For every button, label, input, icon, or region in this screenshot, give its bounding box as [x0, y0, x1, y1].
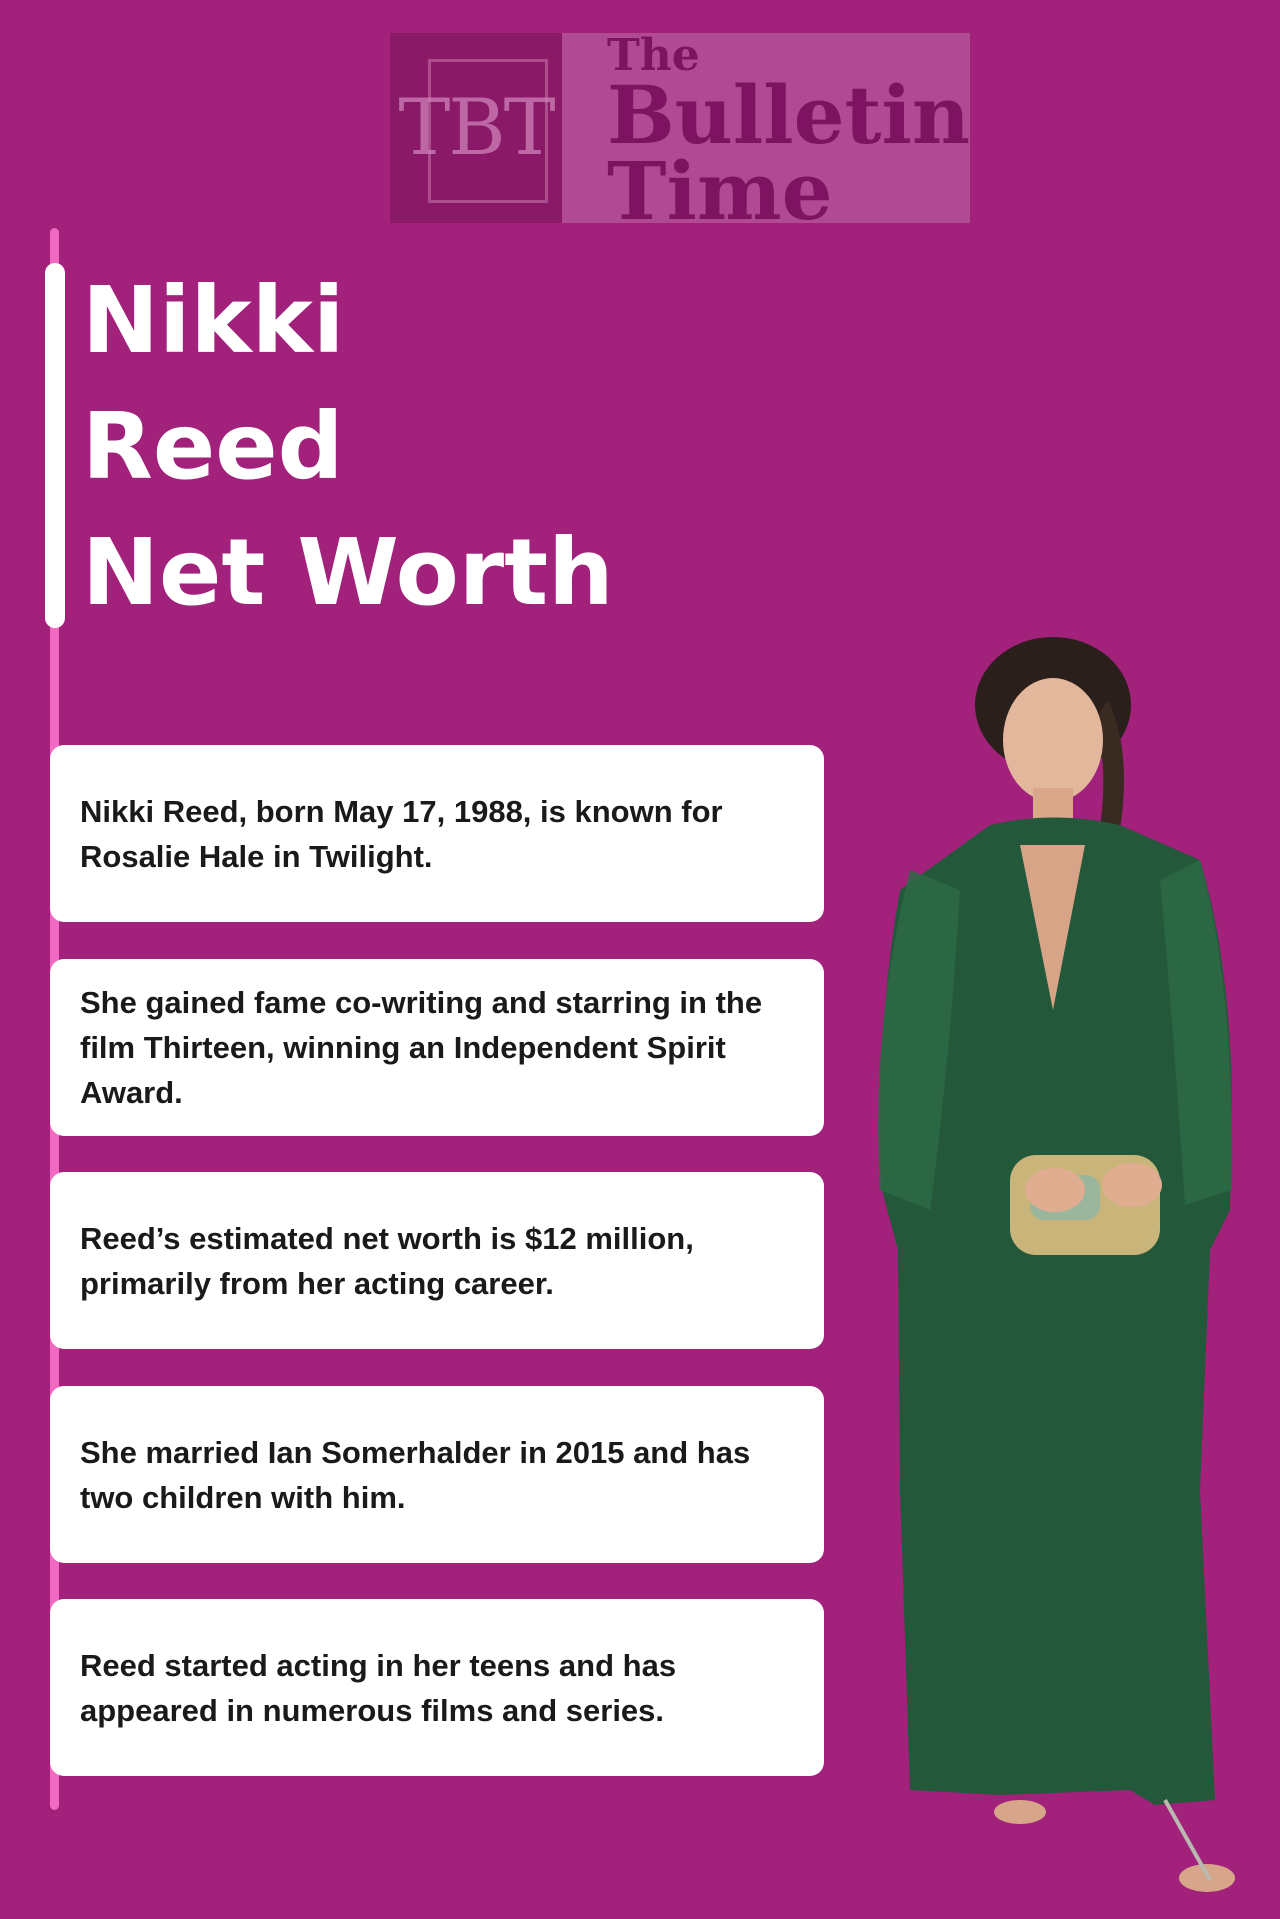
title-line3: Net Worth — [82, 519, 614, 626]
brand-name-line3: Time — [607, 143, 833, 238]
fact-text: Reed started acting in her teens and has appeared in numerous films and series. — [80, 1647, 677, 1728]
fact-text: She married Ian Somerhalder in 2015 and has two children with him. — [80, 1434, 751, 1515]
photo-left-foot — [994, 1800, 1046, 1824]
person-photo — [870, 630, 1270, 1919]
photo-left-hand — [1025, 1168, 1085, 1212]
fact-card-net-worth — [50, 1172, 824, 1349]
fact-text: Nikki Reed, born May 17, 1988, is known for Rosalie Hale in Twilight. — [80, 793, 723, 874]
title-accent-bar — [45, 263, 65, 628]
photo-face — [1003, 678, 1103, 802]
fact-card-career — [50, 1599, 824, 1776]
fact-text: She gained fame co-writing and starring in the film Thirteen, winning an Independent Spirit Award. — [80, 985, 763, 1110]
brand-monogram-block — [390, 33, 562, 223]
brand-name-line2: Bulletin — [607, 67, 970, 162]
fact-card-marriage — [50, 1386, 824, 1563]
brand-monogram: TBT — [398, 83, 554, 173]
fact-card-fame — [50, 959, 824, 1136]
brand-logo — [390, 30, 970, 238]
page-title — [82, 258, 614, 636]
brand-name-line1: The — [607, 30, 700, 81]
photo-right-hand — [1102, 1163, 1162, 1207]
title-line1: Nikki — [82, 267, 345, 374]
fact-text: Reed’s estimated net worth is $12 million, primarily from her acting career. — [80, 1220, 694, 1301]
brand-wordmark — [562, 30, 970, 238]
title-line2: Reed — [82, 393, 344, 500]
fact-card-birth — [50, 745, 824, 922]
